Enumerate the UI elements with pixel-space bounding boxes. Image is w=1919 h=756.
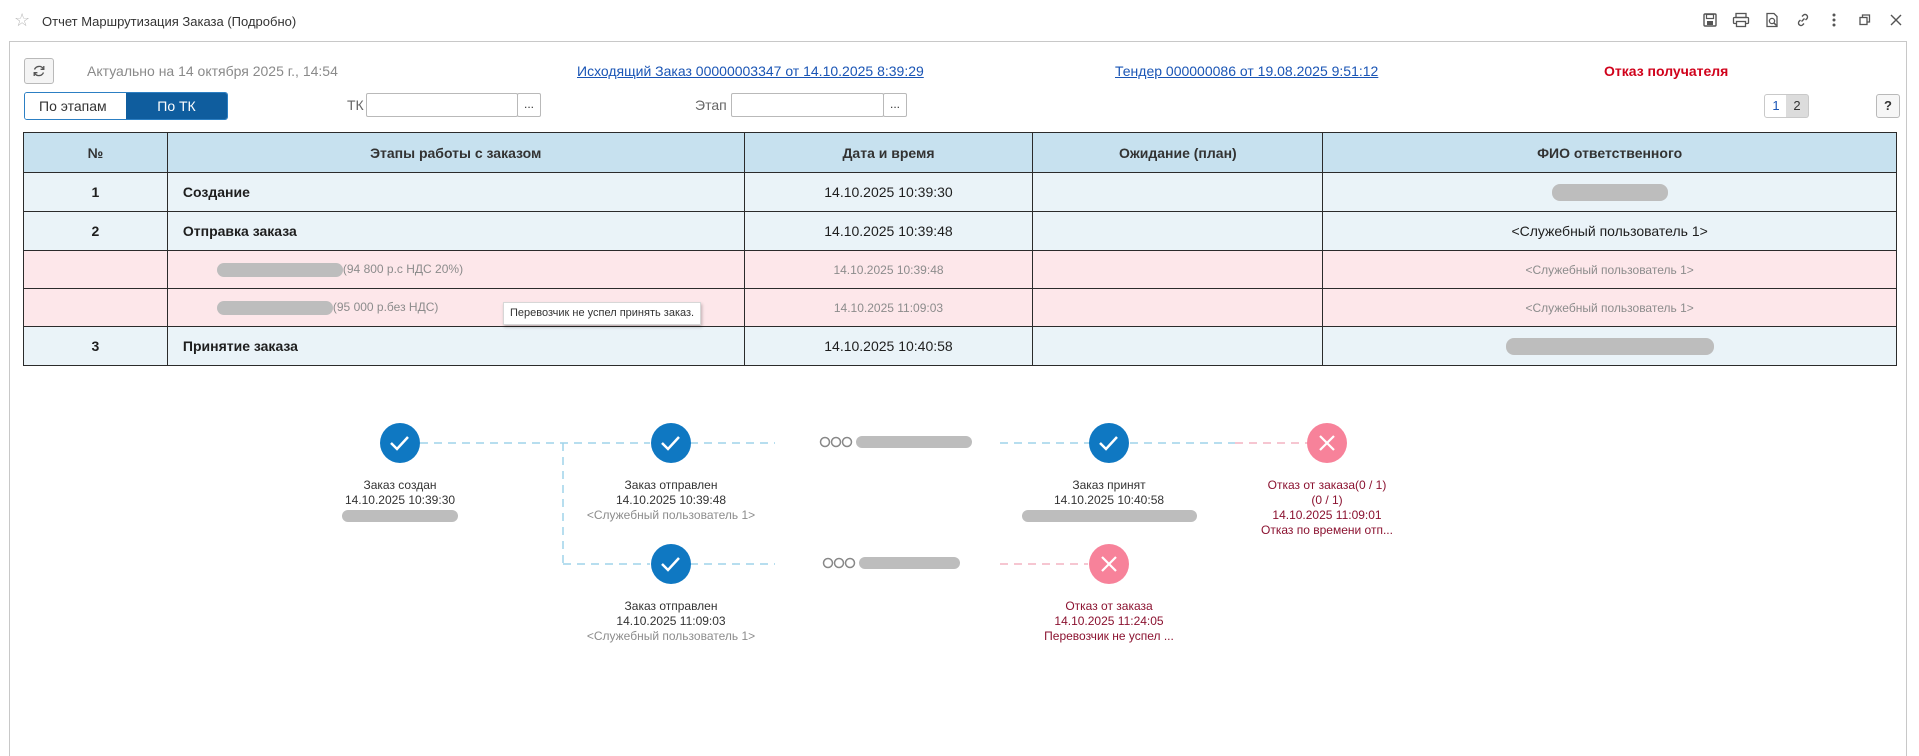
tk-select-button[interactable]: ... — [517, 93, 541, 117]
redacted-name — [1506, 338, 1714, 355]
title-bar — [0, 0, 1919, 42]
redacted-carrier — [217, 263, 343, 277]
stage-label: Этап — [695, 97, 727, 113]
col-number[interactable]: № — [24, 133, 168, 173]
more-icon[interactable] — [1818, 8, 1849, 32]
node-order-sent-1[interactable] — [576, 478, 766, 523]
view-by-tk-button[interactable]: По ТК — [126, 93, 227, 119]
check-icon — [651, 544, 691, 584]
node-count: (0 / 1) — [1311, 493, 1343, 507]
link-icon[interactable] — [1787, 8, 1818, 32]
redacted-carrier — [217, 301, 333, 315]
tk-label: ТК — [347, 97, 364, 113]
restore-icon[interactable] — [1849, 8, 1880, 32]
cell-person — [1323, 173, 1897, 212]
table-subrow[interactable] — [24, 251, 1897, 289]
cell-person: <Служебный пользователь 1> — [1323, 289, 1897, 327]
star-icon[interactable]: ☆ — [14, 10, 31, 30]
tender-link[interactable]: Тендер 000000086 от 19.08.2025 9:51:12 — [1115, 63, 1379, 79]
tooltip: Перевозчик не успел принять заказ. — [503, 302, 701, 325]
cell-wait — [1033, 289, 1323, 327]
routing-diagram — [0, 380, 1919, 660]
node-date: 14.10.2025 10:40:58 — [1053, 493, 1165, 507]
table-row[interactable] — [24, 212, 1897, 251]
cell-wait — [1033, 212, 1323, 251]
node-order-created[interactable] — [305, 478, 495, 523]
node-date: 14.10.2025 11:09:01 — [1272, 508, 1382, 522]
cell-number: 2 — [24, 212, 168, 251]
node-title: Заказ принят — [1072, 478, 1146, 492]
carrier-offers-icon — [824, 559, 855, 568]
col-datetime[interactable]: Дата и время — [744, 133, 1033, 173]
node-date: 14.10.2025 11:09:03 — [616, 614, 726, 628]
page-1-button[interactable]: 1 — [1764, 94, 1788, 118]
cell-person — [1323, 327, 1897, 366]
node-refusal-1[interactable] — [1232, 478, 1422, 538]
cell-number: 3 — [24, 327, 168, 366]
col-person[interactable]: ФИО ответственного — [1323, 133, 1897, 173]
node-date: 14.10.2025 10:39:48 — [615, 493, 727, 507]
redacted-name — [1022, 510, 1197, 522]
price-text: (95 000 р.без НДС) — [332, 300, 439, 315]
cross-icon — [1307, 423, 1347, 463]
node-title: Заказ отправлен — [624, 478, 718, 492]
redacted-name — [1552, 184, 1668, 201]
cell-person: <Служебный пользователь 1> — [1323, 251, 1897, 289]
col-stage[interactable]: Этапы работы с заказом — [167, 133, 744, 173]
table-row[interactable] — [24, 173, 1897, 212]
cell-number — [24, 251, 168, 289]
status-text: Отказ получателя — [1604, 63, 1729, 79]
cell-number — [24, 289, 168, 327]
table-header — [24, 133, 1897, 173]
node-date: 14.10.2025 10:39:30 — [344, 493, 456, 507]
cell-stage — [167, 251, 744, 289]
check-icon — [380, 423, 420, 463]
cell-person: <Служебный пользователь 1> — [1323, 212, 1897, 251]
view-by-stages-button[interactable]: По этапам — [25, 93, 126, 119]
tk-input[interactable] — [366, 93, 518, 117]
node-reason: Перевозчик не успел ... — [1044, 629, 1174, 643]
cell-stage: Принятие заказа — [167, 327, 744, 366]
node-title: Заказ отправлен — [624, 599, 718, 613]
stage-input[interactable] — [731, 93, 884, 117]
save-icon[interactable] — [1694, 8, 1725, 32]
carrier-offers-icon — [821, 438, 852, 447]
node-reason: Отказ по времени отп... — [1261, 523, 1393, 537]
print-icon[interactable] — [1725, 8, 1756, 32]
cross-icon — [1089, 544, 1129, 584]
actuality-text: Актуально на 14 октября 2025 г., 14:54 — [87, 63, 338, 79]
table-row[interactable] — [24, 327, 1897, 366]
cell-datetime: 14.10.2025 10:39:48 — [744, 251, 1033, 289]
node-title: Отказ от заказа — [1065, 599, 1153, 613]
view-toggle — [24, 92, 228, 120]
stage-select-button[interactable]: ... — [883, 93, 907, 117]
check-icon — [1089, 423, 1129, 463]
stages-table — [23, 132, 1897, 366]
check-icon — [651, 423, 691, 463]
order-link[interactable]: Исходящий Заказ 00000003347 от 14.10.2025 8:39:29 — [577, 63, 924, 79]
refresh-button[interactable] — [24, 58, 54, 84]
table-subrow[interactable] — [24, 289, 1897, 327]
close-icon[interactable] — [1880, 8, 1911, 32]
redacted-carrier — [859, 557, 960, 569]
cell-wait — [1033, 251, 1323, 289]
cell-datetime: 14.10.2025 10:39:30 — [744, 173, 1033, 212]
node-user: <Служебный пользователь 1> — [586, 629, 756, 643]
node-user — [1014, 508, 1204, 523]
col-wait[interactable]: Ожидание (план) — [1033, 133, 1323, 173]
cell-stage: Отправка заказа — [167, 212, 744, 251]
cell-wait — [1033, 327, 1323, 366]
window-title: Отчет Маршрутизация Заказа (Подробно) — [42, 14, 297, 29]
node-order-sent-2[interactable] — [576, 599, 766, 644]
window-toolbar — [1694, 8, 1911, 32]
cell-stage: Создание — [167, 173, 744, 212]
node-date: 14.10.2025 11:24:05 — [1054, 614, 1164, 628]
node-user — [305, 508, 495, 523]
price-text: (94 800 р.с НДС 20%) — [342, 262, 464, 277]
node-title: Отказ от заказа(0 / 1) — [1267, 478, 1387, 492]
preview-icon[interactable] — [1756, 8, 1787, 32]
node-refusal-2[interactable] — [1014, 599, 1204, 644]
cell-datetime: 14.10.2025 10:40:58 — [744, 327, 1033, 366]
cell-datetime: 14.10.2025 11:09:03 — [744, 289, 1033, 327]
node-title: Заказ создан — [363, 478, 437, 492]
redacted-name — [342, 510, 458, 522]
page-2-button[interactable]: 2 — [1786, 94, 1809, 118]
help-button[interactable]: ? — [1876, 94, 1900, 118]
redacted-carrier — [856, 436, 972, 448]
node-user: <Служебный пользователь 1> — [586, 508, 756, 522]
node-order-accepted[interactable] — [1014, 478, 1204, 523]
cell-datetime: 14.10.2025 10:39:48 — [744, 212, 1033, 251]
refresh-icon — [32, 64, 46, 78]
cell-wait — [1033, 173, 1323, 212]
cell-number: 1 — [24, 173, 168, 212]
